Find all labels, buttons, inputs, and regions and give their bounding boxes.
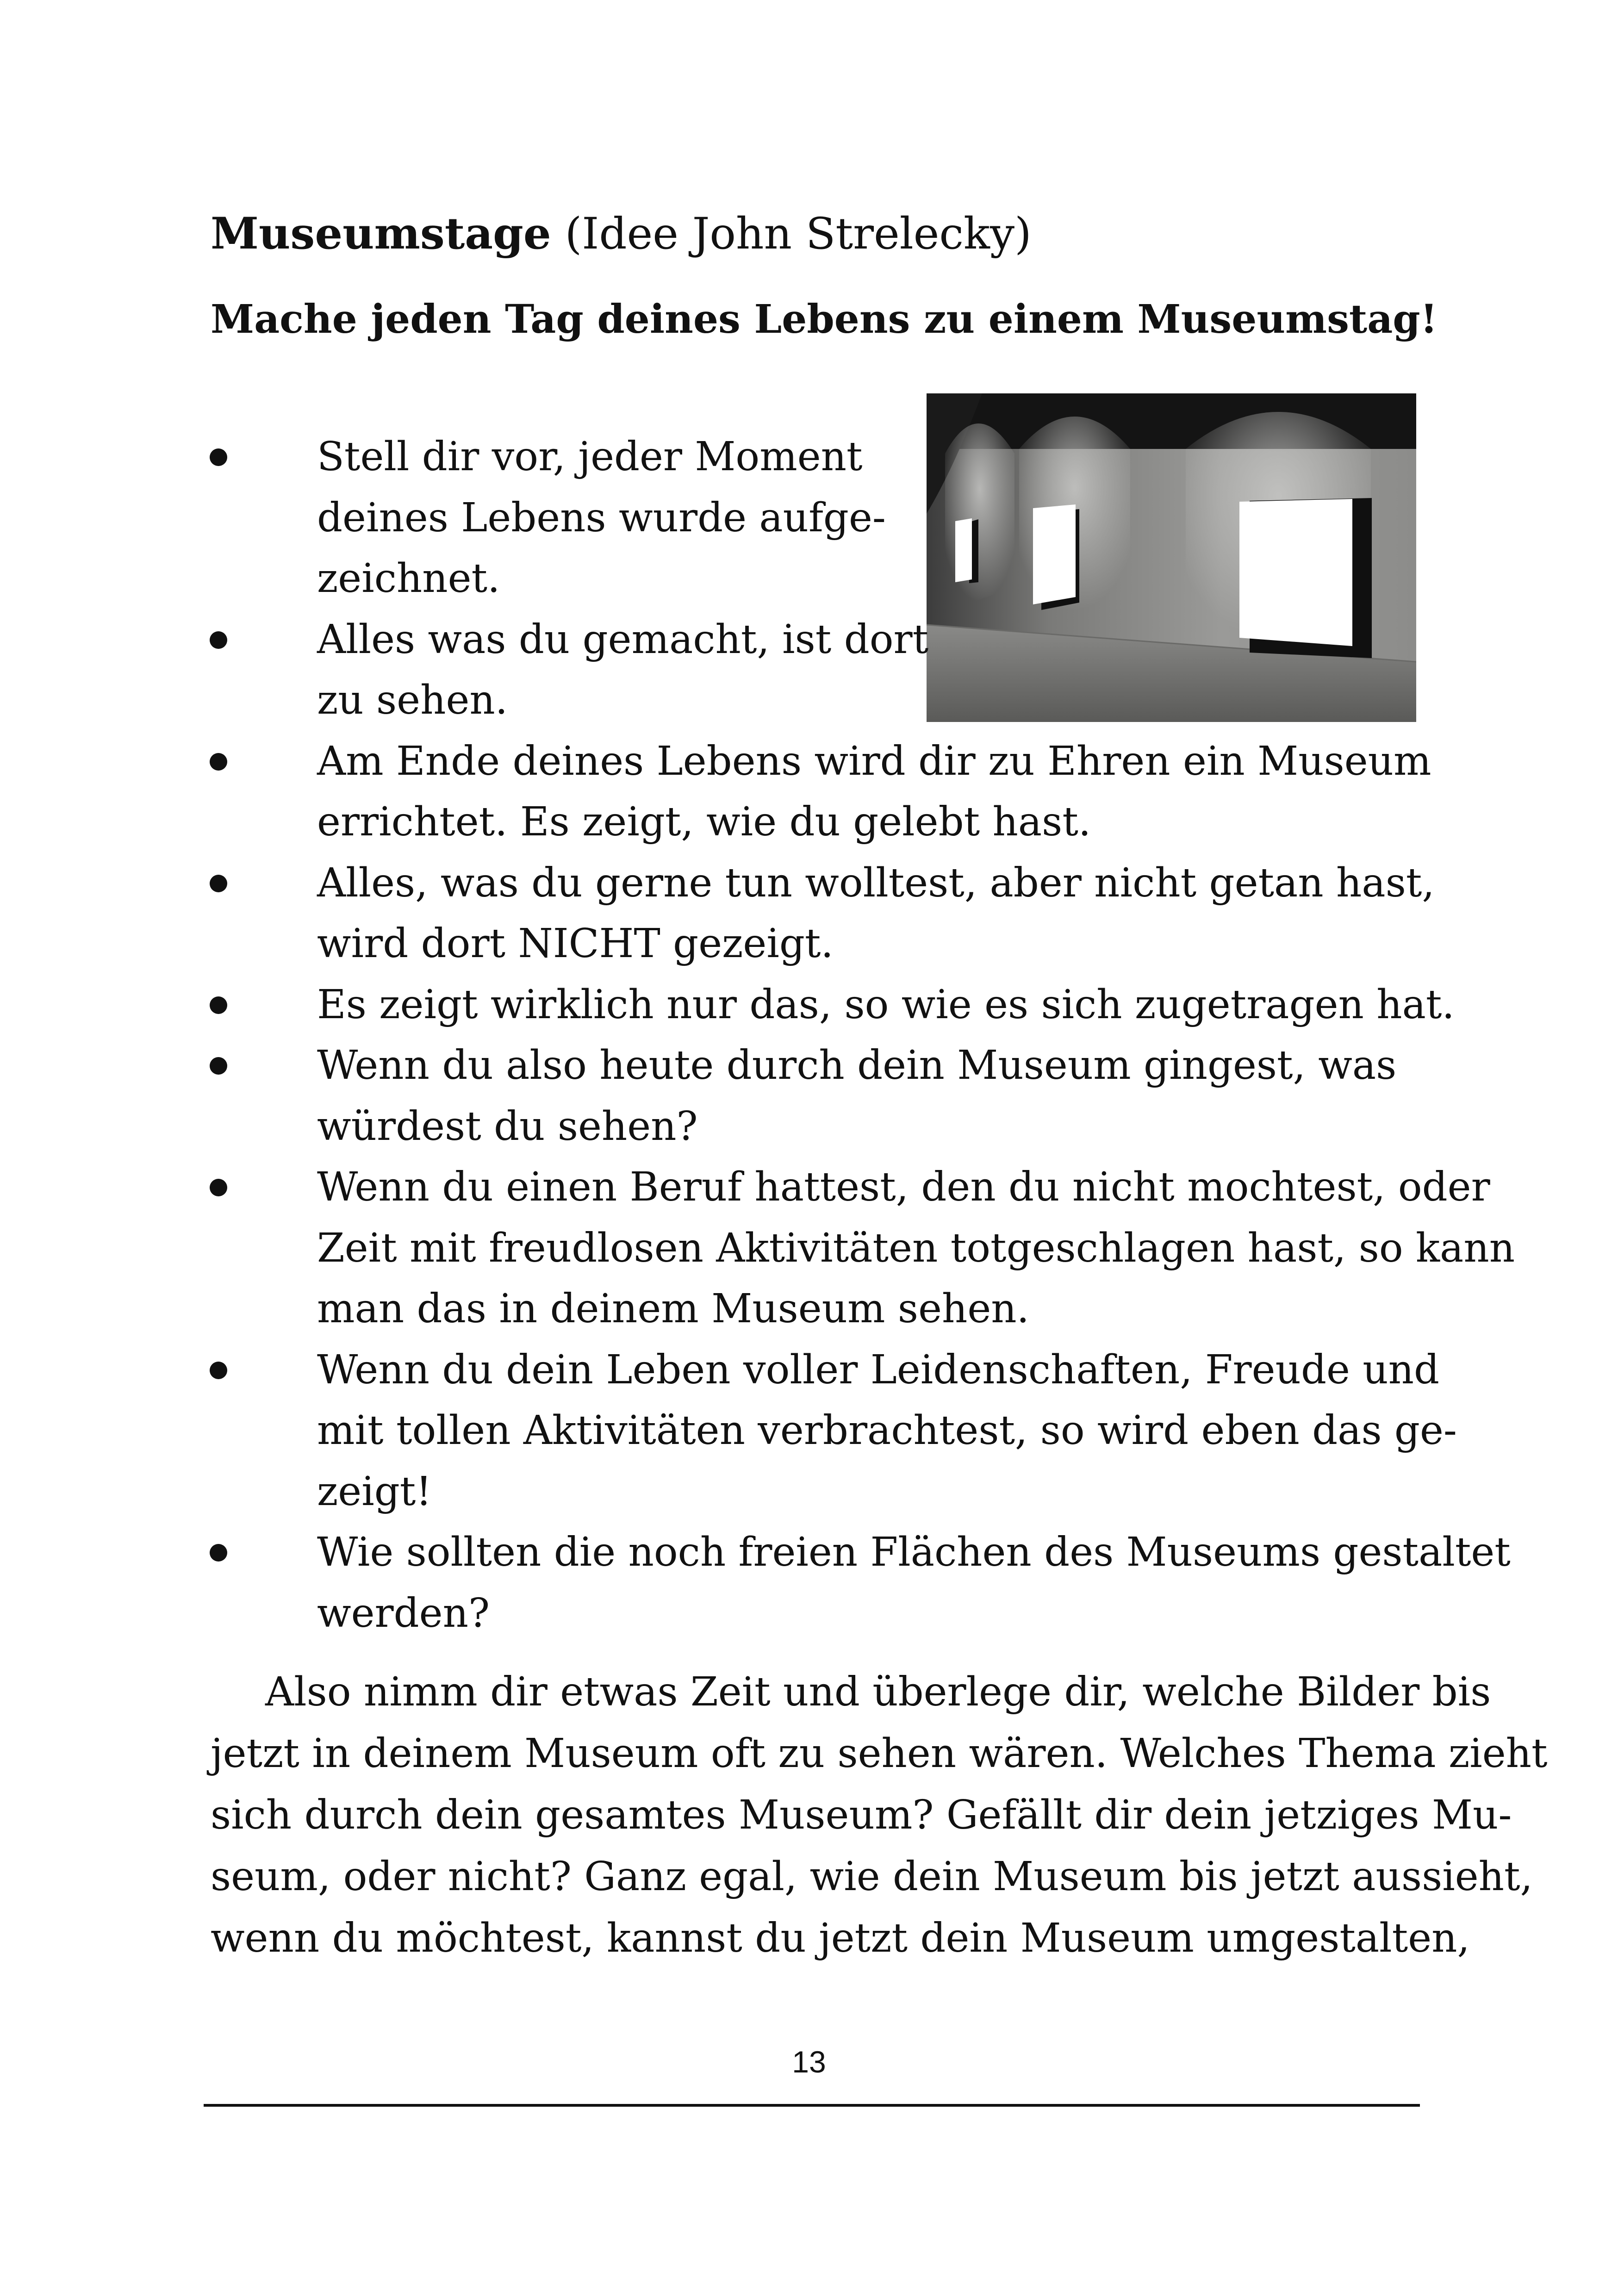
bullet-dot-icon <box>210 1544 227 1562</box>
bullet-line: Alles, was du gerne tun wolltest, aber nicht getan hast, <box>317 859 1435 906</box>
bullet-line: deines Lebens wurde aufge- <box>317 494 886 541</box>
bullet-line: errichtet. Es zeigt, wie du gelebt hast. <box>317 799 1091 845</box>
bullet-line: Wie sollten die noch freien Flächen des Museums gestaltet <box>317 1529 1511 1575</box>
page-title <box>211 199 1032 269</box>
bullet-dot-icon <box>210 631 227 649</box>
bullet-line: man das in deinem Museum sehen. <box>317 1286 1029 1332</box>
bullet-line: zeichnet. <box>317 555 500 602</box>
list-item <box>0 853 1618 975</box>
page-number: 13 <box>792 2045 826 2079</box>
bullet-dot-icon <box>210 753 227 771</box>
bullet-line: Am Ende deines Lebens wird dir zu Ehren ein Museum <box>317 738 1431 784</box>
bullet-line: würdest du sehen? <box>317 1103 698 1150</box>
bullet-line: Wenn du also heute durch dein Museum gingest, was <box>317 1042 1397 1089</box>
bullet-dot-icon <box>210 996 227 1014</box>
list-item <box>0 731 1618 853</box>
bullet-dot-icon <box>210 1179 227 1196</box>
list-item <box>0 975 1618 1036</box>
paragraph-line: seum, oder nicht? Ganz egal, wie dein Museum bis jetzt aussieht, <box>211 1854 1533 1900</box>
footer-divider <box>204 2104 1420 2107</box>
list-item <box>0 1522 1618 1644</box>
bullet-line: mit tollen Aktivitäten verbrachtest, so wird eben das ge- <box>317 1407 1457 1454</box>
bullet-line: Wenn du einen Beruf hattest, den du nicht mochtest, oder <box>317 1164 1490 1210</box>
bullet-line: Alles was du gemacht, ist dort <box>317 616 929 663</box>
bullet-line: Zeit mit freudlosen Aktivitäten totgeschlagen hast, so kann <box>317 1225 1515 1271</box>
bullet-line: Wenn du dein Leben voller Leidenschaften, Freude und <box>317 1346 1440 1393</box>
bullet-list <box>0 427 1618 1644</box>
title-note: (Idee John Strelecky) <box>565 209 1032 259</box>
title-bold: Museumstage <box>211 208 551 259</box>
list-item <box>0 1035 1618 1157</box>
bullet-line: Stell dir vor, jeder Moment <box>317 434 863 480</box>
list-item <box>0 610 1618 731</box>
paragraph-line: sich durch dein gesamtes Museum? Gefällt dir dein jetziges Mu- <box>211 1792 1512 1838</box>
bullet-line: werden? <box>317 1590 490 1636</box>
paragraph-line: jetzt in deinem Museum oft zu sehen wären. Welches Thema zieht <box>211 1730 1548 1777</box>
bullet-line: zeigt! <box>317 1468 432 1515</box>
bullet-dot-icon <box>210 875 227 892</box>
bullet-dot-icon <box>210 448 227 466</box>
bullet-line: zu sehen. <box>317 677 508 723</box>
paragraph-line: Also nimm dir etwas Zeit und überlege dir, welche Bilder bis <box>265 1669 1491 1715</box>
bullet-line: Es zeigt wirklich nur das, so wie es sich zugetragen hat. <box>317 981 1455 1028</box>
list-item <box>0 1340 1618 1523</box>
list-item <box>0 1157 1618 1340</box>
list-item <box>0 427 1618 610</box>
bullet-dot-icon <box>210 1057 227 1075</box>
paragraph-line: wenn du möchtest, kannst du jetzt dein Museum umgestalten, <box>211 1915 1470 1961</box>
subtitle: Mache jeden Tag deines Lebens zu einem Museumstag! <box>211 296 1438 342</box>
body-paragraph <box>211 1661 1548 1969</box>
bullet-line: wird dort NICHT gezeigt. <box>317 921 834 967</box>
bullet-dot-icon <box>210 1362 227 1379</box>
